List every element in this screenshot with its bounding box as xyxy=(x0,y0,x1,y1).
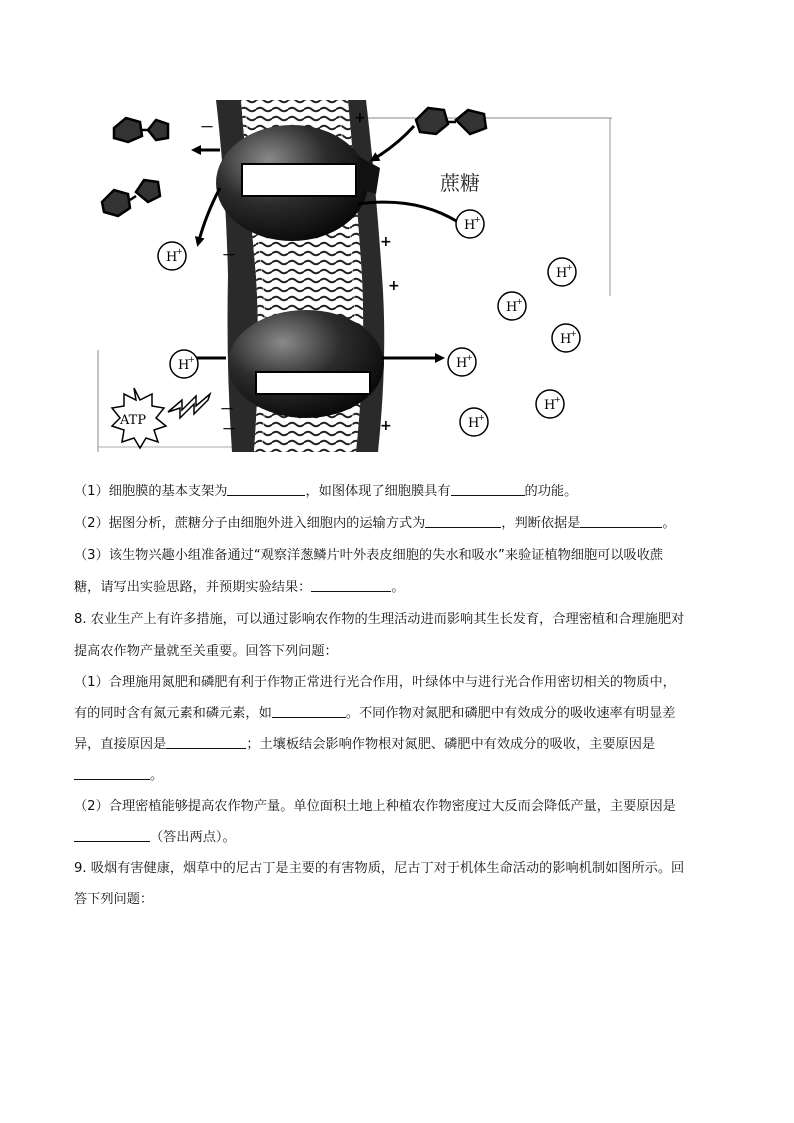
q9-stem-text-1: 9. 吸烟有害健康，烟草中的尼古丁是主要的有害物质，尼古丁对于机体生命活动的影响机制如图所示。回 xyxy=(74,861,685,876)
answer-blank[interactable] xyxy=(580,513,662,528)
q8-p2-text-2: （答出两点）。 xyxy=(150,830,236,845)
svg-text:－: － xyxy=(222,248,236,264)
answer-blank[interactable] xyxy=(425,513,501,528)
svg-text:H: H xyxy=(166,250,178,265)
answer-blank[interactable] xyxy=(74,765,150,780)
answer-box-upper xyxy=(242,164,356,196)
answer-blank[interactable] xyxy=(166,734,246,749)
q8-stem-line2 xyxy=(74,636,734,668)
q8-part2-line1 xyxy=(74,791,734,823)
svg-text:H: H xyxy=(468,416,480,431)
q8-stem-text-1: 8. 农业生产上有许多措施，可以通过影响农作物的生理活动进而影响其生长发育，合理密植和合理施肥对 xyxy=(74,612,685,627)
answer-blank[interactable] xyxy=(272,703,346,718)
atp-burst xyxy=(112,388,166,448)
q7-p2-text-b: ，判断依据是 xyxy=(501,516,581,531)
svg-text:－: － xyxy=(220,402,234,418)
svg-text:+: + xyxy=(380,418,392,434)
answer-box-lower xyxy=(256,372,370,394)
svg-text:+: + xyxy=(554,395,561,404)
proton-h-1 xyxy=(456,210,484,238)
svg-text:+: + xyxy=(388,278,400,294)
proton-pump xyxy=(228,310,384,418)
q7-p1-text-b: ，如图体现了细胞膜具有 xyxy=(305,484,451,499)
svg-text:+: + xyxy=(474,215,481,224)
q7-p1-text-c: 的功能。 xyxy=(524,484,578,499)
q7-p2-text-c: 。 xyxy=(662,516,676,531)
q7-p3-text-end: 。 xyxy=(391,580,405,595)
q7-p3-text-line1: （3）该生物兴趣小组准备通过“观察洋葱鳞片叶外表皮细胞的失水和吸水”来验证植物细胞可以吸收蔗 xyxy=(74,548,664,563)
q8-p1-text-1: （1）合理施用氮肥和磷肥有利于作物正常进行光合作用，叶绿体中与进行光合作用密切相关的物质中， xyxy=(74,675,676,690)
svg-text:H: H xyxy=(560,332,572,347)
q7-p2-text-a: （2）据图分析，蔗糖分子由细胞外进入细胞内的运输方式为 xyxy=(74,516,426,531)
svg-text:+: + xyxy=(380,234,392,250)
q8-p1-text-2b: 。不同作物对氮肥和磷肥中有效成分的吸收速率有明显差 xyxy=(345,706,676,721)
sucrose-molecule-inside-2 xyxy=(102,180,160,216)
svg-text:H: H xyxy=(506,300,518,315)
sucrose-molecule-inside-1 xyxy=(114,118,168,142)
answer-blank[interactable] xyxy=(227,481,305,496)
proton-h-4 xyxy=(498,292,526,320)
proton-h-9 xyxy=(460,408,488,436)
q7-part1 xyxy=(74,476,734,508)
membrane-transport-figure xyxy=(96,96,612,452)
svg-text:+: + xyxy=(516,297,523,306)
q8-part1-line3 xyxy=(74,729,734,761)
q9-stem-text-2: 答下列问题： xyxy=(74,892,154,907)
answer-blank[interactable] xyxy=(311,577,391,592)
proton-h-6 xyxy=(170,350,198,378)
proton-h-3 xyxy=(548,258,576,286)
q8-stem-line1 xyxy=(74,604,734,636)
svg-text:H: H xyxy=(178,358,190,373)
q7-part2 xyxy=(74,508,734,540)
svg-text:+: + xyxy=(354,110,366,126)
q8-part1-line2 xyxy=(74,698,734,730)
svg-text:ATP: ATP xyxy=(120,413,147,428)
sucrose-label: 蔗糖 xyxy=(440,171,480,195)
proton-h-5 xyxy=(552,324,580,352)
svg-text:－: － xyxy=(200,120,214,136)
proton-h-2 xyxy=(158,242,186,270)
q8-part2-line2 xyxy=(74,822,734,854)
q7-p1-text-a: （1）细胞膜的基本支架为 xyxy=(74,484,228,499)
proton-h-8 xyxy=(536,390,564,418)
svg-text:H: H xyxy=(544,398,556,413)
proton-h-7 xyxy=(448,348,476,376)
svg-text:－: － xyxy=(222,422,236,438)
svg-text:+: + xyxy=(478,413,485,422)
answer-blank[interactable] xyxy=(74,827,150,842)
q7-p3-text-line2: 糖，请写出实验思路，并预期实验结果： xyxy=(74,580,312,595)
svg-text:+: + xyxy=(570,329,577,338)
q8-p2-text-1: （2）合理密植能够提高农作物产量。单位面积土地上种植农作物密度过大反而会降低产量，主要原因是 xyxy=(74,799,676,814)
energy-lightning-icon xyxy=(168,394,210,418)
q7-part3-line1 xyxy=(74,540,734,572)
q8-p1-text-3a: 异，直接原因是 xyxy=(74,737,167,752)
q8-part1-line4 xyxy=(74,760,734,792)
svg-text:+: + xyxy=(176,247,183,256)
q8-stem-text-2: 提高农作物产量就至关重要。回答下列问题： xyxy=(74,644,338,659)
q9-stem-line1 xyxy=(74,853,734,885)
answer-blank[interactable] xyxy=(451,481,525,496)
svg-text:H: H xyxy=(464,218,476,233)
sucrose-molecule-outside xyxy=(416,108,486,134)
svg-text:+: + xyxy=(466,353,473,362)
svg-text:+: + xyxy=(188,355,195,364)
q8-part1-line1 xyxy=(74,667,734,699)
svg-text:+: + xyxy=(566,263,573,272)
q9-stem-line2 xyxy=(74,884,734,916)
svg-text:H: H xyxy=(456,356,468,371)
q7-part3-line2 xyxy=(74,572,734,604)
q8-p1-text-2a: 有的同时含有氮元素和磷元素，如 xyxy=(74,706,272,721)
svg-text:H: H xyxy=(556,266,568,281)
q8-p1-text-3b: ；土壤板结会影响作物根对氮肥、磷肥中有效成分的吸收，主要原因是 xyxy=(246,737,656,752)
q8-p1-text-4: 。 xyxy=(150,768,164,783)
